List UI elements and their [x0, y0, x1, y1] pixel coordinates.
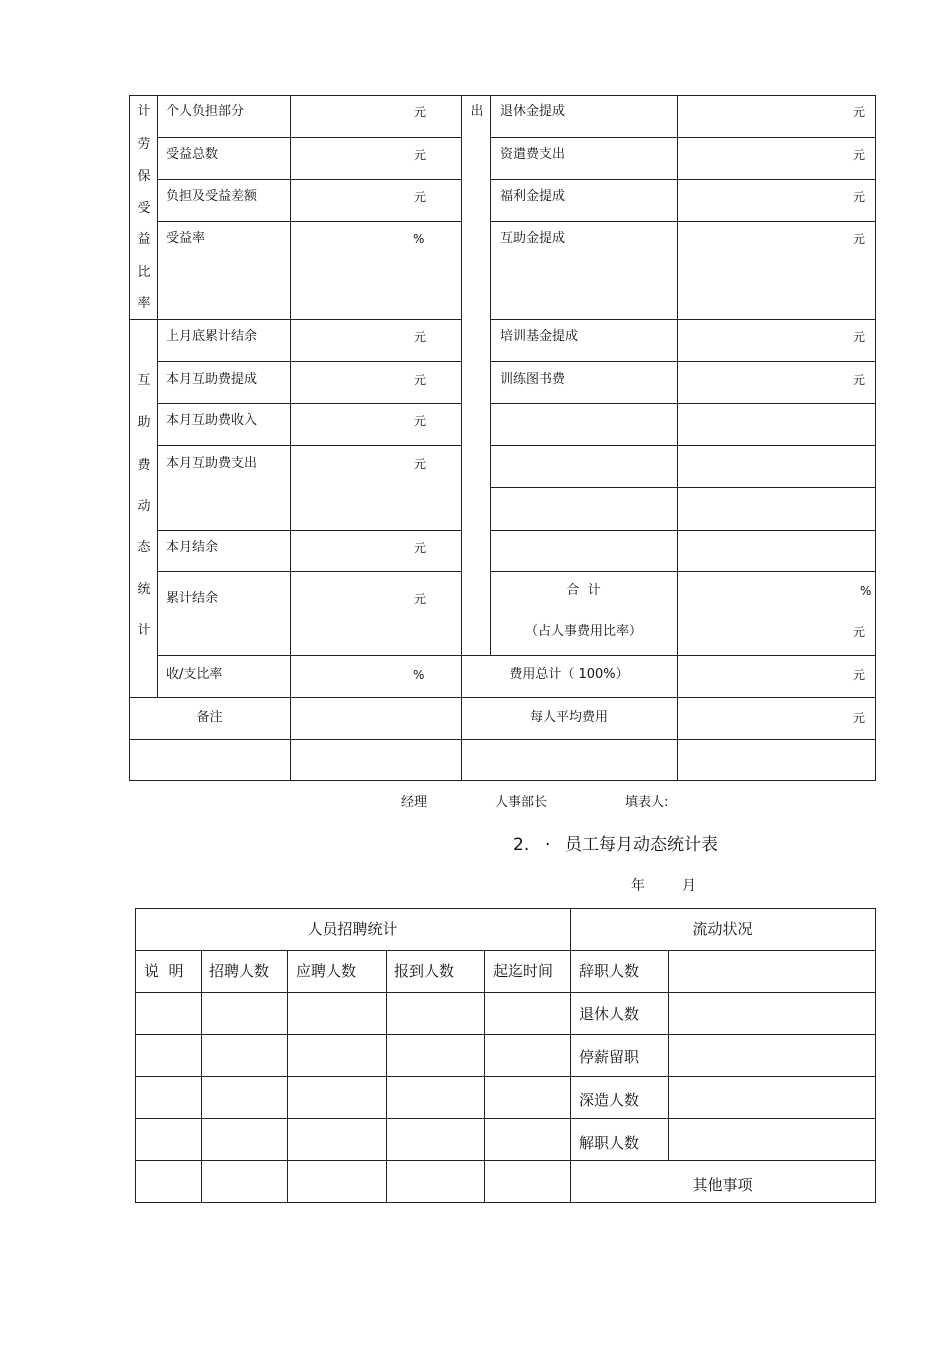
- group1-char: 受: [137, 201, 151, 216]
- row-label: 退休金提成: [500, 104, 566, 119]
- row-unit: 元: [853, 373, 866, 387]
- row-unit: 元: [414, 105, 427, 119]
- row-label: 本月互助费提成: [166, 372, 258, 387]
- flow-study: 深造人数: [579, 1091, 640, 1109]
- row-unit: 元: [414, 330, 427, 344]
- row-label: 负担及受益差额: [166, 189, 258, 204]
- row-unit: %: [413, 232, 425, 246]
- expense-total-unit: 元: [853, 668, 866, 682]
- date-month: 月: [682, 878, 696, 894]
- row-label: 累计结余: [166, 591, 219, 606]
- flow-resign: 辞职人数: [579, 962, 640, 980]
- row-unit: 元: [853, 330, 866, 344]
- group2-char: 统: [137, 582, 151, 597]
- row-label: 受益总数: [166, 147, 219, 162]
- other-items-label: 其他事项: [692, 1176, 753, 1194]
- flow-header: 流动状况: [692, 920, 753, 938]
- date-year: 年: [631, 878, 645, 894]
- row-label: 收/支比率: [166, 667, 223, 682]
- total-sub-unit: 元: [853, 625, 866, 639]
- row-label: 培训基金提成: [500, 329, 579, 344]
- group1-char: 率: [137, 296, 151, 311]
- row-unit: %: [413, 668, 425, 682]
- row-unit: 元: [414, 414, 427, 428]
- col-applicant-count: 应聘人数: [296, 962, 357, 980]
- row-unit: 元: [414, 457, 427, 471]
- total-unit-pct: %: [860, 584, 872, 598]
- title-number: 2.: [513, 835, 530, 855]
- row-unit: 元: [414, 373, 427, 387]
- col-reported-count: 报到人数: [394, 962, 455, 980]
- row-label: 个人负担部分: [166, 104, 245, 119]
- flow-retire: 退休人数: [579, 1005, 640, 1023]
- expense-total-label: 费用总计（ 100%）: [509, 667, 629, 682]
- group1-char: 益: [137, 232, 151, 247]
- row-label: 训练图书费: [500, 372, 566, 387]
- total-sub-label: （占人事费用比率）: [524, 624, 642, 639]
- row-unit: 元: [414, 190, 427, 204]
- recruit-header: 人员招聘统计: [307, 920, 398, 938]
- group2-char: 动: [137, 499, 151, 514]
- row-unit: 元: [414, 541, 427, 555]
- row-unit: 元: [853, 190, 866, 204]
- flow-leave: 停薪留职: [579, 1048, 640, 1066]
- row-label: 福利金提成: [500, 189, 566, 204]
- filler-signature: 填表人:: [625, 795, 669, 810]
- row-label: 互助金提成: [500, 231, 566, 246]
- group1-char: 劳: [137, 137, 151, 152]
- group2-char: 态: [137, 540, 151, 555]
- row-label: 本月互助费收入: [166, 413, 258, 428]
- hr-head-signature: 人事部长: [495, 795, 548, 810]
- row-label: 资遣费支出: [500, 147, 566, 162]
- row-unit: 元: [414, 148, 427, 162]
- total-label: 合 计: [566, 583, 601, 598]
- title-text: 员工每月动态统计表: [565, 835, 718, 855]
- flow-dismiss: 解职人数: [579, 1134, 640, 1152]
- col-period: 起迄时间: [493, 962, 554, 980]
- group2-char: 互: [137, 373, 151, 388]
- col-description: 说 明: [144, 962, 184, 980]
- row-unit: 元: [853, 148, 866, 162]
- manager-signature: 经理: [401, 795, 428, 810]
- group2-char: 助: [137, 415, 151, 430]
- row-unit: 元: [414, 592, 427, 606]
- group1-char: 保: [137, 169, 151, 184]
- title-dot: ·: [545, 835, 551, 855]
- group1-char: 比: [137, 265, 151, 280]
- row-label: 本月互助费支出: [166, 456, 258, 471]
- group2-char: 计: [137, 623, 151, 638]
- row-label: 受益率: [166, 231, 206, 246]
- avg-cost-label: 每人平均费用: [529, 710, 608, 725]
- row-unit: 元: [853, 232, 866, 246]
- expense-out-label: 出: [470, 104, 484, 119]
- row-unit: 元: [853, 105, 866, 119]
- row-label: 上月底累计结余: [166, 329, 258, 344]
- group1-char: 计: [137, 104, 151, 119]
- group2-char: 费: [137, 458, 151, 473]
- avg-cost-unit: 元: [853, 711, 866, 725]
- col-recruit-count: 招聘人数: [209, 962, 270, 980]
- remarks-label: 备注: [196, 710, 223, 725]
- row-label: 本月结余: [166, 540, 219, 555]
